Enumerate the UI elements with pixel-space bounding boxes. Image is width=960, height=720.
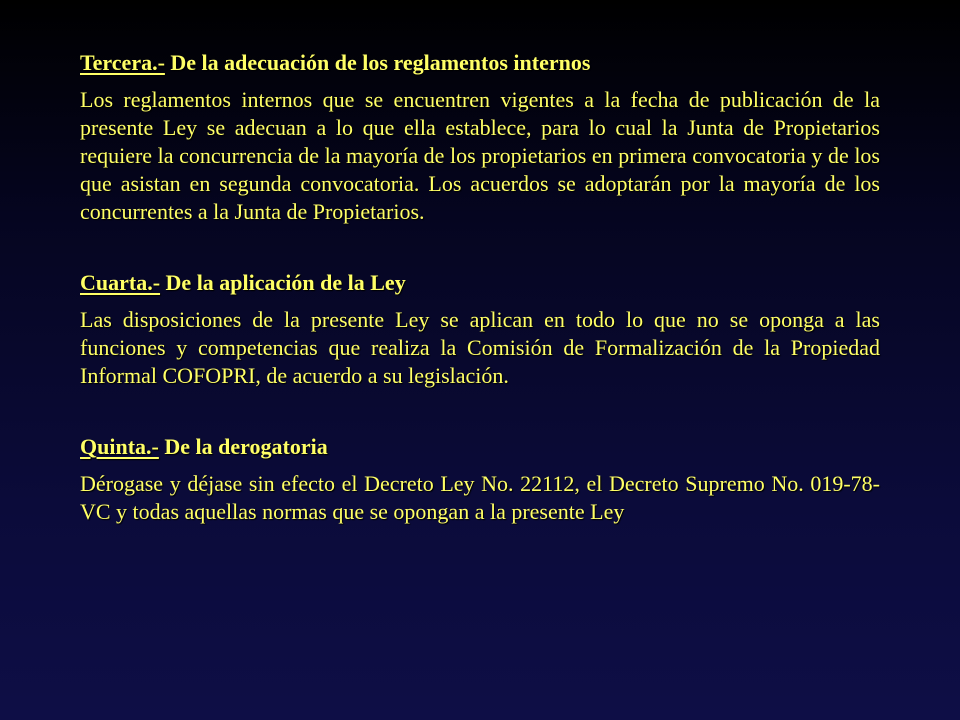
section-body: Dérogase y déjase sin efecto el Decreto Ley No. 22112, el Decreto Supremo No. 019-78-VC y todas aquellas normas que se opongan a la presente Ley	[80, 471, 880, 524]
section-body: Los reglamentos internos que se encuentren vigentes a la fecha de publicación de la presente Ley se adecuan a lo que ella establece, para lo cual la Junta de Propietarios requiere la concurrencia de la mayoría de los propietarios en primera convocatoria y de los que asistan en segunda convocatoria. Los acuerdos se adoptarán por la mayoría de los concurrentes a la Junta de Propietarios.	[80, 87, 880, 224]
heading-title: De la derogatoria	[158, 434, 328, 459]
heading-title: De la aplicación de la Ley	[160, 270, 406, 295]
section-body: Las disposiciones de la presente Ley se aplican en todo lo que no se oponga a las funciones y competencias que realiza la Comisión de Formalización de la Propiedad Informal COFOPRI, de acuerdo a su legislación.	[80, 307, 880, 388]
section-quinta	[80, 432, 880, 526]
section-heading	[80, 432, 880, 462]
heading-prefix: Cuarta.-	[80, 270, 161, 295]
section-heading	[80, 268, 880, 298]
section-tercera	[80, 48, 880, 226]
heading-prefix: Tercera.-	[80, 50, 165, 75]
section-heading	[80, 48, 880, 78]
heading-title: De la adecuación de los reglamentos internos	[164, 50, 591, 75]
section-cuarta	[80, 268, 880, 390]
heading-prefix: Quinta.-	[80, 434, 159, 459]
